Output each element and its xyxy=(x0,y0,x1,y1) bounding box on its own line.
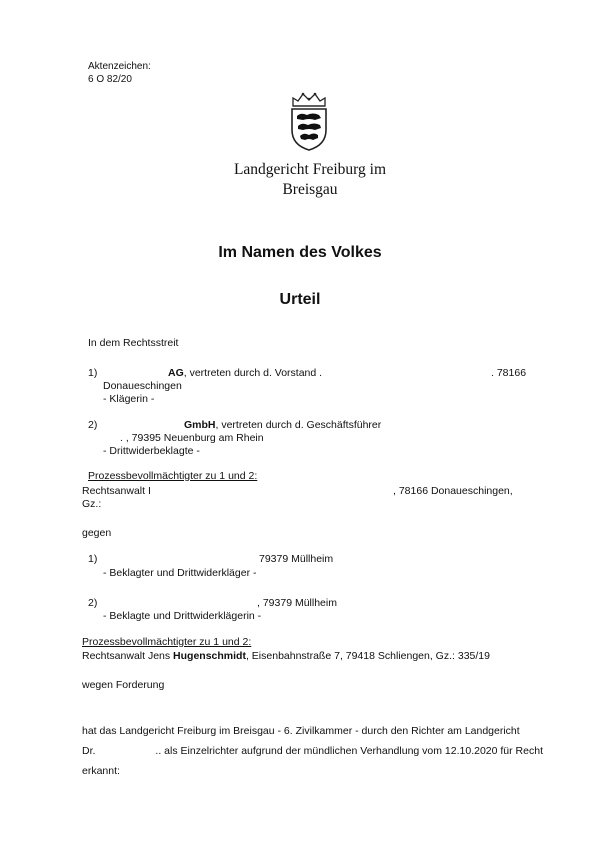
document-title: Urteil xyxy=(279,291,321,308)
party-1-name xyxy=(168,367,322,380)
party-1-city: Donaueschingen xyxy=(103,380,182,392)
ruling-line-2-rest: .. als Einzelrichter aufgrund der mündlichen Verhandlung vom 12.10.2020 für Recht xyxy=(155,745,543,757)
counsel-2-heading: Prozessbevollmächtigter zu 1 und 2: xyxy=(82,636,252,648)
counsel-1-heading: Prozessbevollmächtigter zu 1 und 2: xyxy=(88,470,258,482)
party-1-num: 1) xyxy=(88,367,98,379)
counsel-2-surname: Hugenschmidt xyxy=(173,650,246,662)
defendant-2-role: - Beklagte und Drittwiderklägerin - xyxy=(103,610,262,622)
matter-text: wegen Forderung xyxy=(82,679,165,691)
defendant-1-role: - Beklagter und Drittwiderkläger - xyxy=(103,567,257,579)
court-name-line2: Breisgau xyxy=(282,181,338,198)
ruling-line-3: erkannt: xyxy=(82,765,120,777)
party-2-num: 2) xyxy=(88,419,98,431)
gegen-text: gegen xyxy=(82,527,112,539)
party-2-text: , vertreten durch d. Geschäftsführer xyxy=(215,419,382,431)
defendant-2-city: , 79379 Müllheim xyxy=(257,597,337,609)
ruling-dr: Dr. xyxy=(82,745,96,757)
intro-text: In dem Rechtsstreit xyxy=(88,337,179,349)
party-1-text: , vertreten durch d. Vorstand . xyxy=(183,367,323,379)
party-2-name xyxy=(184,419,381,432)
case-number-label: Aktenzeichen: xyxy=(88,61,151,72)
court-name xyxy=(200,160,420,200)
counsel-2-rest: , Eisenbahnstraße 7, 79418 Schliengen, Gz.: 335/19 xyxy=(245,650,490,662)
counsel-1-name: Rechtsanwalt I xyxy=(82,485,151,497)
counsel-2-prefix: Rechtsanwalt Jens xyxy=(82,650,174,662)
party-1-zip: . 78166 xyxy=(491,367,527,379)
party-2-role: - Drittwiderbeklagte - xyxy=(103,445,200,457)
counsel-1-gz: Gz.: xyxy=(82,498,102,510)
ruling-line-2 xyxy=(82,745,543,758)
counsel-2-line xyxy=(82,650,490,663)
ruling-line-1: hat das Landgericht Freiburg im Breisgau - 6. Zivilkammer - durch den Richter am Landgericht xyxy=(82,725,520,737)
party-2-name-bold: GmbH xyxy=(184,419,216,431)
party-1-name-bold: AG xyxy=(168,367,184,379)
party-2-address: . , 79395 Neuenburg am Rhein xyxy=(120,432,264,444)
counsel-1-address: , 78166 Donaueschingen, xyxy=(393,485,513,497)
case-number-block xyxy=(88,60,151,86)
court-name-line1: Landgericht Freiburg im xyxy=(233,161,387,178)
defendant-2-num: 2) xyxy=(88,597,98,609)
party-1-role: - Klägerin - xyxy=(103,393,155,405)
case-number-value: 6 O 82/20 xyxy=(88,74,132,85)
heading-volk: Im Namen des Volkes xyxy=(218,244,382,261)
coat-of-arms-icon xyxy=(287,90,331,152)
defendant-1-num: 1) xyxy=(88,553,98,565)
defendant-1-city: 79379 Müllheim xyxy=(259,553,334,565)
